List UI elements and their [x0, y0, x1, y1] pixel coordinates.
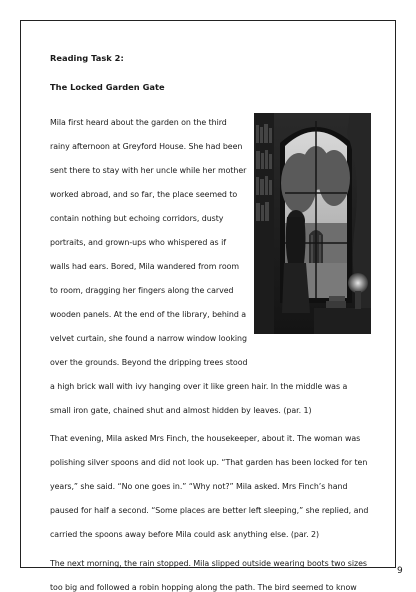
story-line: small iron gate, chained shut and almost hidden by leaves. (par. 1) [50, 406, 312, 415]
story-line: carried the spoons away before Mila could ask anything else. (par. 2) [50, 530, 320, 539]
story-line: velvet curtain, she found a narrow window looking [50, 334, 247, 343]
story-line: years,” she said. “No one goes in.” “Why not?” Mila asked. Mrs Finch’s hand [50, 482, 348, 491]
story-line: wooden panels. At the end of the library, behind a [50, 310, 247, 319]
story-line: walls had ears. Bored, Mila wandered from room [50, 262, 240, 271]
story-line: over the grounds. Beyond the dripping trees stood [50, 358, 248, 367]
story-line: The next morning, the rain stopped. Mila slipped outside wearing boots two sizes [50, 559, 367, 568]
story-line: Mila first heard about the garden on the third [50, 118, 227, 127]
story-line: sent there to stay with her uncle while her mother [50, 166, 247, 175]
task-heading: Reading Task 2: [50, 53, 124, 63]
story-title: The Locked Garden Gate [50, 82, 165, 92]
story-line: polishing silver spoons and did not look up. “That garden has been locked for ten [50, 458, 368, 467]
story-line: rainy afternoon at Greyford House. She had been [50, 142, 243, 151]
story-line: portraits, and grown-ups who whispered as if [50, 238, 226, 247]
story-line: to room, dragging her fingers along the carved [50, 286, 234, 295]
story-line: too big and followed a robin hopping along the path. The bird seemed to know [50, 583, 357, 592]
page-number: 9 [397, 566, 403, 576]
story-line: paused for half a second. “Some places are better left sleeping,” she replied, and [50, 506, 369, 515]
story-line: That evening, Mila asked Mrs Finch, the housekeeper, about it. The woman was [50, 434, 361, 443]
story-line: a high brick wall with ivy hanging over it like green hair. In the middle was a [50, 382, 348, 391]
girl-at-library-window-illustration [254, 113, 371, 334]
story-line: contain nothing but echoing corridors, dusty [50, 214, 224, 223]
story-line: worked abroad, and so far, the place seemed to [50, 190, 238, 199]
